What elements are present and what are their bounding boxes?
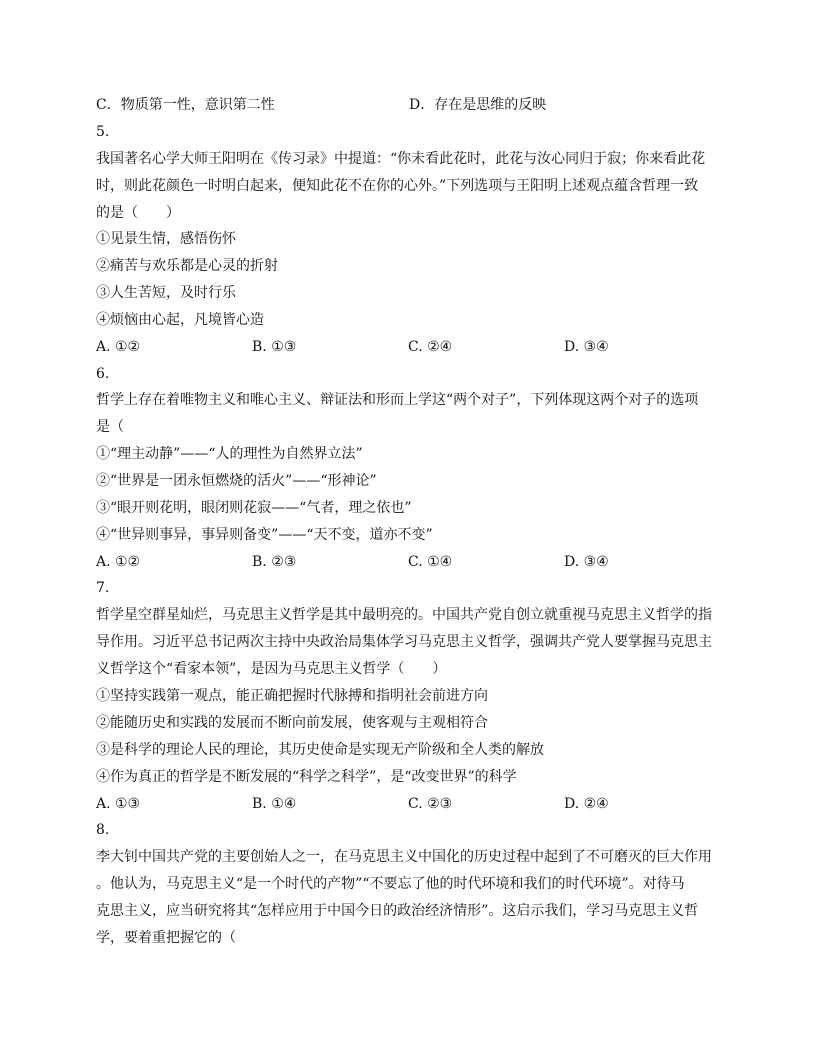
q6-stem-line: 是（ [96,419,124,435]
q7-number: 7. [96,580,110,596]
q7-statement: ③是科学的理论人民的理论，其历史使命是实现无产阶级和全人类的解放 [96,742,544,758]
q5-stem-line: 的是（ ） [96,205,180,221]
q6-number: 6. [96,366,110,382]
q6-option-b: B. ②③ [252,554,297,570]
q5-statement: ①见景生情，感悟伤怀 [96,231,236,247]
q8-stem-line: 。他认为，马克思主义“是一个时代的产物”“不要忘了他的时代环境和我们的时代环境”。对待马 [96,876,685,892]
q7-statement: ②能随历史和实践的发展而不断向前发展，使客观与主观相符合 [96,715,488,731]
q5-number: 5. [96,124,110,140]
q7-option-b: B. ①④ [252,796,297,812]
q6-stem-line: 哲学上存在着唯物主义和唯心主义、辩证法和形而上学这“两个对子”，下列体现这两个对子的选项 [96,392,699,408]
q7-stem-line: 哲学星空群星灿烂，马克思主义哲学是其中最明亮的。中国共产党自创立就重视马克思主义哲学的指 [96,607,712,623]
q7-option-c: C. ②③ [408,796,453,812]
q5-statement: ③人生苦短，及时行乐 [96,285,236,301]
q6-statement: ④“世异则事异，事异则备变”——“天不变，道亦不变” [96,527,433,543]
q7-stem-line: 导作用。习近平总书记两次主持中央政治局集体学习马克思主义哲学，强调共产党人要掌握马克思主 [96,634,712,650]
q7-statement: ①坚持实践第一观点，能正确把握时代脉搏和指明社会前进方向 [96,688,488,704]
q5-option-d: D. ③④ [564,339,609,355]
q5-option-c: C. ②④ [408,339,453,355]
q5-stem-line: 我国著名心学大师王阳明在《传习录》中提道：“你未看此花时，此花与汝心同归于寂；你来看此花 [96,151,706,167]
q6-option-c: C. ①④ [408,554,453,570]
q5-option-b: B. ①③ [252,339,297,355]
q5-statement: ④烦恼由心起，凡境皆心造 [96,312,264,328]
q4-option-c: C．物质第一性，意识第二性 [96,97,275,113]
q7-statement: ④作为真正的哲学是不断发展的“科学之科学”，是“改变世界”的科学 [96,769,517,785]
q8-number: 8. [96,822,110,838]
q6-statement: ①“理主动静”——“人的理性为自然界立法” [96,446,363,462]
q6-statement: ③“眼开则花明，眼闭则花寂——“气者，理之依也” [96,500,412,516]
q6-option-d: D. ③④ [564,554,609,570]
q4-option-d: D．存在是思维的反映 [409,97,547,113]
q5-statement: ②痛苦与欢乐都是心灵的折射 [96,258,278,274]
q7-option-a: A. ①③ [96,796,141,812]
q5-option-a: A. ①② [96,339,141,355]
q7-stem-line: 义哲学这个“看家本领”，是因为马克思主义哲学（ ） [96,661,447,677]
q7-option-d: D. ②④ [564,796,609,812]
q5-stem-line: 时，则此花颜色一时明白起来，便知此花不在你的心外。”下列选项与王阳明上述观点蕴含哲理一致 [96,178,699,194]
q8-stem-line: 李大钊中国共产党的主要创始人之一，在马克思主义中国化的历史过程中起到了不可磨灭的巨大作用 [96,849,712,865]
q6-option-a: A. ①② [96,554,141,570]
q8-stem-line: 克思主义，应当研究将其“怎样应用于中国今日的政治经济情形”。这启示我们，学习马克思主义哲 [96,903,699,919]
q8-stem-line: 学，要着重把握它的（ [96,930,236,946]
q6-statement: ②“世界是一团永恒燃烧的活火”——“形神论” [96,473,377,489]
